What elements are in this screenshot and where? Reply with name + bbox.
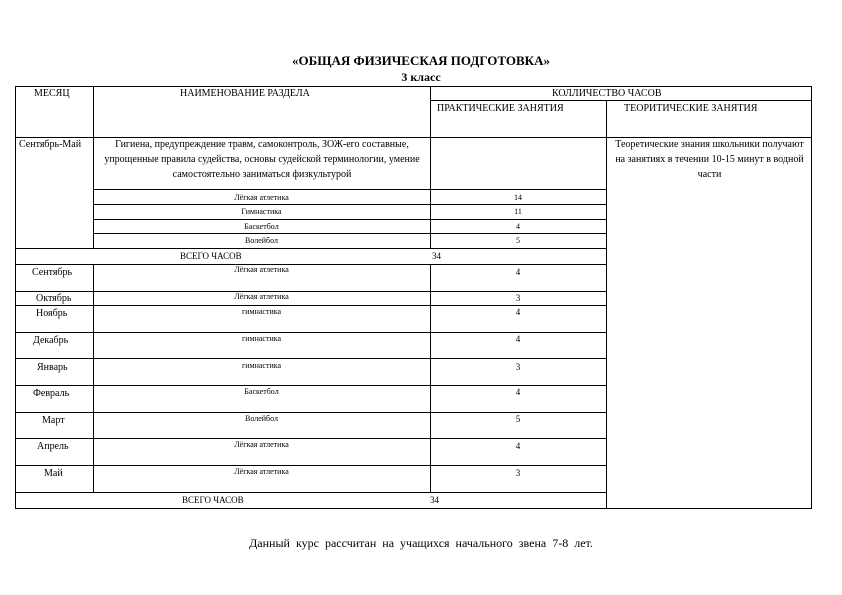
row-hours: 3	[515, 468, 521, 478]
row-section: гимнастика	[241, 334, 282, 343]
footer-note: Данный курс рассчитан на учащихся начального звена 7-8 лет.	[249, 536, 593, 550]
header-practical: ПРАКТИЧЕСКИЕ ЗАНЯТИЯ	[437, 103, 564, 114]
row-month: Апрель	[37, 441, 69, 452]
row-month: Март	[42, 415, 65, 426]
item-hours: 11	[514, 207, 522, 216]
row-hours: 3	[515, 293, 521, 303]
first-block-description: Гигиена, предупреждение травм, самоконтроль, ЗОЖ-его составные, упрощенные правила судейства, основы судейской терминологии, умение самостоятельно заниматься физкультурой	[104, 139, 420, 180]
row-section: Волейбол	[244, 414, 278, 423]
first-total-label: ВСЕГО ЧАСОВ	[180, 251, 242, 261]
first-block-month: Сентябрь-Май	[19, 139, 82, 150]
row-month: Май	[44, 468, 63, 479]
row-hours: 4	[515, 307, 521, 317]
row-month: Сентябрь	[32, 267, 73, 278]
theory-description: Теоретические знания школьники получают на занятиях в течении 10-15 минут в водной части	[615, 139, 804, 180]
row-hours: 4	[515, 441, 521, 451]
header-hours: КОЛЛИЧЕСТВО ЧАСОВ	[552, 88, 662, 99]
row-section: Лёгкая атлетика	[234, 467, 289, 476]
row-hours: 4	[515, 387, 521, 397]
row-month: Октябрь	[36, 293, 72, 304]
item-name: Гимнастика	[241, 207, 282, 216]
row-hours: 4	[515, 267, 521, 277]
final-total-label: ВСЕГО ЧАСОВ	[182, 495, 244, 505]
header-month: МЕСЯЦ	[34, 88, 70, 99]
row-month: Февраль	[33, 388, 70, 399]
row-hours: 5	[515, 414, 521, 424]
row-section: Баскетбол	[244, 387, 279, 396]
first-total-value: 34	[432, 251, 441, 261]
row-section: гимнастика	[241, 307, 282, 316]
row-section: Лёгкая атлетика	[234, 440, 289, 449]
final-total-value: 34	[430, 495, 439, 505]
header-theoretical: ТЕОРИТИЧЕСКИЕ ЗАНЯТИЯ	[624, 103, 758, 114]
row-month: Январь	[37, 362, 68, 373]
document-title: «ОБЩАЯ ФИЗИЧЕСКАЯ ПОДГОТОВКА»	[292, 53, 550, 68]
item-hours: 14	[514, 193, 522, 202]
row-hours: 4	[515, 334, 521, 344]
row-section: Лёгкая атлетика	[234, 265, 289, 274]
row-section: гимнастика	[241, 361, 282, 370]
row-month: Декабрь	[33, 335, 69, 346]
item-hours: 5	[516, 236, 520, 245]
item-name: Лёгкая атлетика	[234, 193, 289, 202]
row-month: Ноябрь	[36, 308, 68, 319]
item-name: Баскетбол	[244, 222, 279, 231]
item-hours: 4	[516, 222, 520, 231]
item-name: Волейбол	[244, 236, 278, 245]
row-hours: 3	[515, 362, 521, 372]
row-section: Лёгкая атлетика	[234, 292, 289, 301]
grade-label: 3 класс	[401, 70, 441, 84]
header-section: НАИМЕНОВАНИЕ РАЗДЕЛА	[180, 88, 310, 99]
